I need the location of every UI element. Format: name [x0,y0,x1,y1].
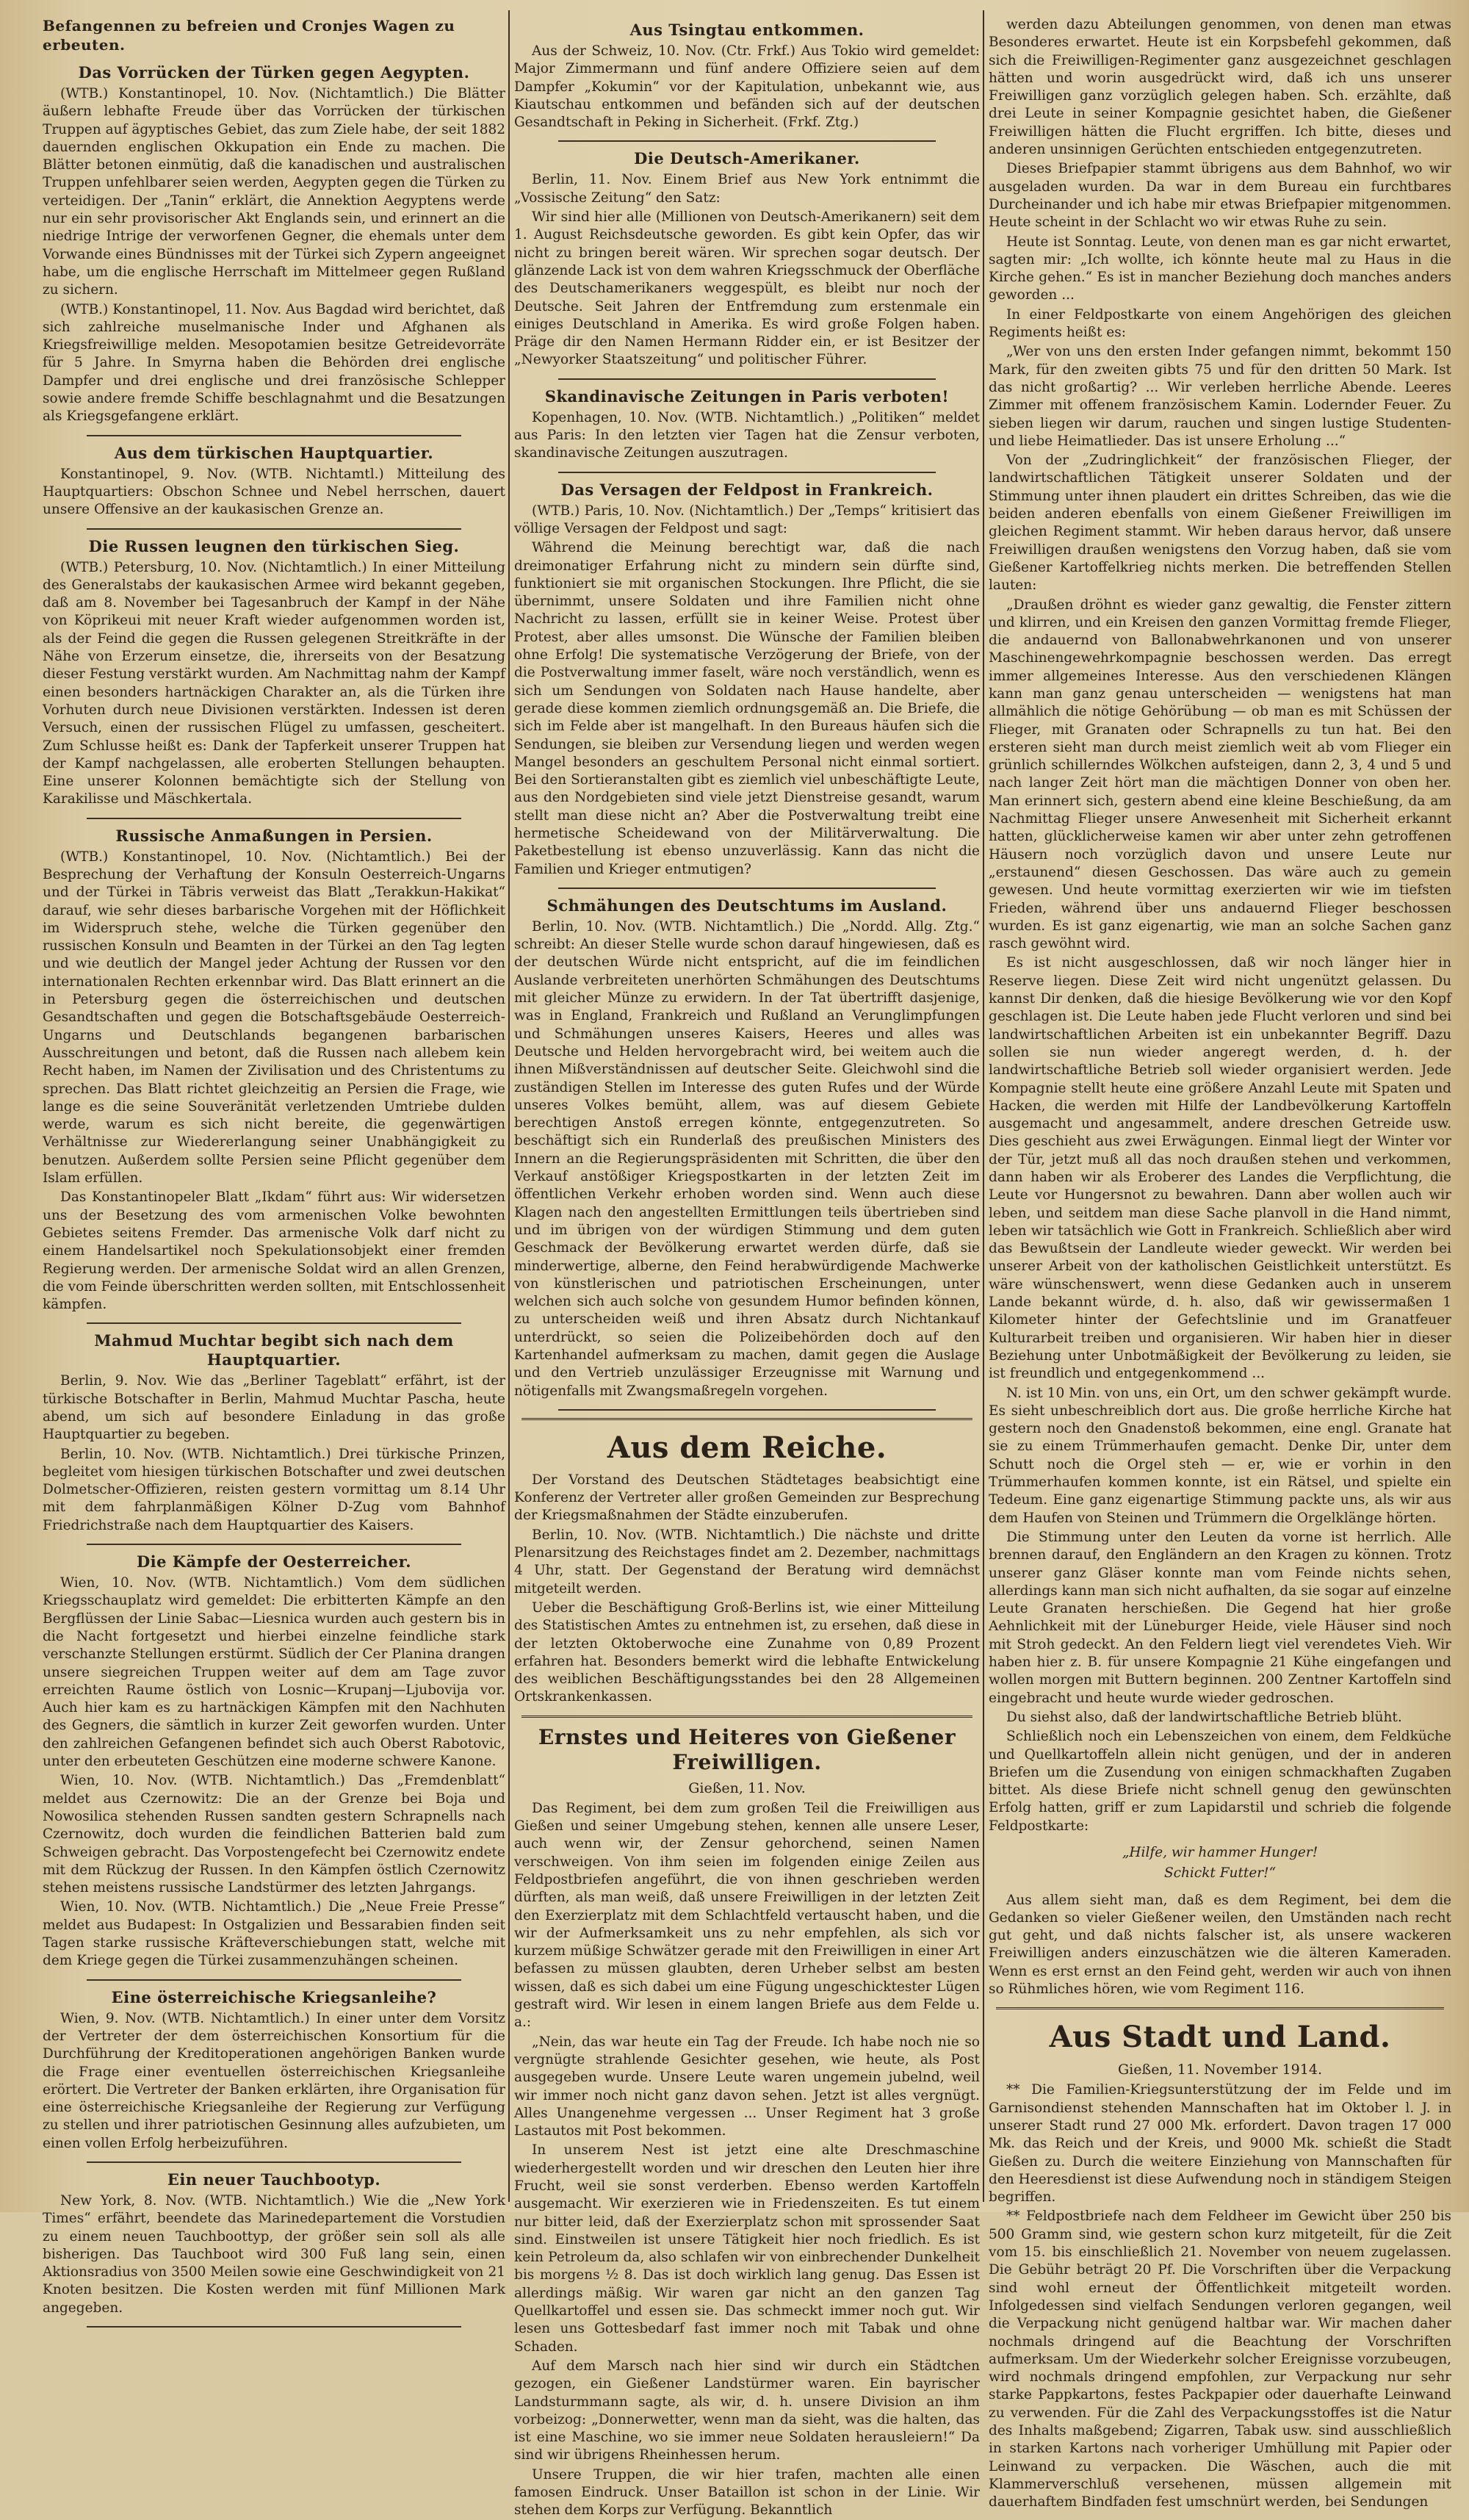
article-paragraph: Wien, 10. Nov. (WTB. Nichtamtlich.) Vom dem südlichen Kriegsschauplatz wird gemeldet: Die erbitterten Kämpfe an den Bergflüssen der Linie Sabac—Liesnica wurden auch gestern bis in die Nacht fortgesetzt und hierbei einzelne feindliche stark verschanzte Stellungen erstürmt. Südlich der Cer Planina drangen unsere siegreichen Truppen weiter auf dem am Tage zuvor erreichten Raume östlich von Losnic—Krupanj—Ljubovija vor. Auch hier kam es zu hartnäckigen Kämpfen mit den Nachhuten des Gegners, die sämtlich in kurzer Zeit geworfen wurden. Unter den zahlreichen Gefangenen befindet sich auch Oberst Rabotovic, unter den erbeuteten Geschützen eine moderne schwere Kanone. [43,1575,505,1770]
column-3 [989,16,1451,2510]
column-rule-1 [508,10,510,2202]
article-headline: Ernstes und Heiteres von Gießener Freiwilligen. [538,1724,956,1774]
article-paragraph: Wir sind hier alle (Millionen von Deutsch-Amerikanern) seit dem 1. August Reichsdeutsche geworden. Es gibt kein Opfer, das wir nicht zu bringen bereit wären. Wir sprechen sogar deutsch. Der glänzende Lack ist von dem wahren Kriegsschmuck der Oberfläche des Deutschamerikaners weggespült, es bleibt nur noch der Deutsche. Seit Jahren der Entfremdung zum erstenmale ein einiges Deutschland in Amerika. Es wird große Folgen haben. Präge dir den Namen Hermann Ridder ein, er ist Besitzer der „Newyorker Staatszeitung“ und politischer Führer. [514,209,980,368]
article [514,896,980,1400]
article-headline: Aus Tsingtau entkommen. [629,21,865,39]
article-paragraph: Das Regiment, bei dem zum großen Teil die Freiwilligen aus Gießen und seiner Umgebung stehen, kennen alle unsere Leser, auch wenn wir, der Zensur gehorchend, seinen Namen verschweigen. Von ihm seien im folgenden einige Zeilen aus Feldpostbriefen angeführt, die von ihnen geschrieben werden dürften, als man weiß, daß unsere Freiwilligen in der letzten Zeit den Exerzierplatz mit dem Schlachtfeld vertauscht haben, und die wir der Aufmerksamkeit uns zu nehr empfehlen, als sich vor kurzem müßige Schwätzer gerade mit den Freiwilligen in einer Art befassen zu müssen glaubten, deren Urheber selbst am besten wissen, daß es sich dabei um eine Fügung ungeschicktester Lügen gestraft wird. Wir lesen in einem langen Briefe aus dem Felde u. a.: [514,1800,980,2031]
article [43,16,505,54]
article-paragraph: Heute ist Sonntag. Leute, von denen man es gar nicht erwartet, sagten mir: „Ich wollte, ich könnte heute mal zu Haus in die Kirche gehen.“ Es ist in mancher Beziehung doch manches anders geworden ... [989,234,1451,303]
article-paragraph: Auf dem Marsch nach hier sind wir durch ein Städtchen gezogen, ein Gießener Landstürmer waren. Ein bayrischer Landsturmmann sagte, als wir, d. h. unsere Division an ihm vorbeizog: „Donnerwetter, wenn man da sieht, was die halten, das ist eine Maschine, wo sie immer neue Soldaten herausleiern!“ Da sind wir übrigens Rheinhessen herum. [514,2358,980,2463]
article-separator [87,818,461,819]
article-headline: Aus Stadt und Land. [1049,2020,1391,2055]
article [514,1716,980,2520]
article-paragraph: ** Feldpostbriefe nach dem Feldheer im Gewicht über 250 bis 500 Gramm sind, wie gestern schon kurz mitgeteilt, für die Zeit vom 15. bis einschließlich 21. November von neuem zugelassen. Die Gebühr beträgt 20 Pf. Die Vorschriften über die Verpackung sind wohl erneut der Öffentlichkeit mitgeteilt worden. Infolgedessen sind vielfach Sendungen verloren gegangen, weil die Verpackung nicht genügend haltbar war. Wir machen daher nochmals dringend auf die Beachtung der Vorschriften aufmerksam. Um der Wiederkehr solcher Ereignisse vorzubeugen, wird nochmals dringend empfohlen, zur Verpackung nur sehr starke Pappkartons, festes Packpapier oder dauerhafte Leinwand zu verwenden. Für die Zahl des Verpackungsstoffes ist die Natur des Inhalts maßgebend; Zigarren, Tabak usw. sind ausschließlich in starken Kartons nach vorheriger Umhüllung mit Papier oder Leinwand zu verpacken. Die Wäschen, auch die mit Klammerverschluß versehenen, müssen allgemein mit dauerhaftem Bindfaden fest umschnürt werden, bei Sendungen [989,2208,1451,2510]
article [43,444,505,519]
article [43,827,505,1314]
article-paragraph: (WTB.) Konstantinopel, 10. Nov. (Nichtamtlich.) Bei der Besprechung der Verhaftung der Konsuln Oesterreich-Ungarns und der Türkei in Täbris verweist das Blatt „Terakkun-Hakikat“ darauf, wie sehr dieses barbarische Vorgehen mit der Höflichkeit im Widerspruch stehe, welche die Türken gegenüber den russischen Konsuln und Beamten in der Türkei an den Tag legten und wie deutlich der Mangel jeder Achtung der Russen vor den internationalen Rechten erkennbar wird. Das Blatt erinnert an die in Petersburg gegen die österreichischen und deutschen Gesandtschaften und gegen die Botschaftsgebäude Oesterreich-Ungarns und Deutschlands begangenen barbarischen Ausschreitungen und betont, daß die Russen nach allebem kein Recht haben, im Namen der Zivilisation und des Christentums zu sprechen. Das Blatt richtet gleichzeitig an Persien die Frage, wie lange es die seine Souveränität verletzenden Umtriebe dulden werde, warum es sich nicht bereite, die gegenwärtigen Verhältnisse zur Wiedererlangung seiner Unabhängigkeit zu benutzen. Außerdem sollte Persien seine Pflicht gegenüber dem Islam erfüllen. [43,849,505,1187]
column-1 [43,16,505,2316]
article [989,1844,1451,1883]
article [43,1988,505,2153]
article [43,1331,505,1535]
article-paragraph: N. ist 10 Min. von uns, ein Ort, um den schwer gekämpft wurde. Es sieht unbeschreiblich dort aus. Die große herrliche Kirche hat gestern noch den Gnadenstoß bekommen, eine engl. Granate hat sie zu einem Trümmerhaufen gemacht. Denke Dir, unter dem Schutt noch die Orgel steh — er, wie er vorhin in den Trümmerhaufen kommen konnte, ist ein Rätsel, und spielte ein Tedeum. Eine ganz eigenartige Stimmung packte uns, als wir aus dem Haufen von Steinen und Trümmern die Orgelklänge hörten. [989,1385,1451,1526]
dateline: Gießen, 11. Nov. [688,1779,806,1796]
article [514,1418,980,1707]
section-separator [996,2007,1444,2009]
article-headline: Die Deutsch-Amerikaner. [634,149,860,168]
article [989,1892,1451,1999]
article-headline: Schmähungen des Deutschtums im Ausland. [546,896,948,915]
article [43,63,505,426]
article-separator [87,435,461,436]
article-headline: Die Kämpfe der Oesterreicher. [136,1552,412,1572]
article-paragraph: Unsere Truppen, die wir hier trafen, machten alle einen famosen Eindruck. Unser Bataillon ist schon in der Linie. Wir stehen dem Korps zur Verfügung. Bekanntlich [514,2466,980,2519]
article [43,1552,505,1970]
article-paragraph: Schließlich noch ein Lebenszeichen von einem, dem Feldküche und Quellkartoffeln allein nicht genügen, und der in anderen Briefen um die Zusendung von einigen schmackhaften Zugaben bittet. Als diese Briefe nicht schnell genug den gewünschten Erfolg hatten, griff er zum Lapidarstil und schrieb die folgende Feldpostkarte: [989,1729,1451,1834]
section-separator [521,1716,972,1718]
article-paragraph: Berlin, 10. Nov. (WTB. Nichtamtlich.) Die „Nordd. Allg. Ztg.“ schreibt: An dieser Stelle wurde schon darauf hingewiesen, daß es der deutschen Würde nicht entspricht, auf die im feindlichen Auslande verbreiteten unerhörten Schmähungen des Deutschtums mit gleicher Münze zu erwidern. In der Tat übertrifft dasjenige, was in England, Frankreich und Rußland an Verunglimpfungen und Schmähungen unseres Kaisers, Heeres und alles was Deutsche und Helden hervorgebracht wird, bei weitem auch die ihnen Mißverständnissen auf deutscher Seite. Gleichwohl sind die zuständigen Stellen im Interesse des guten Rufes und der Würde unseres Volkes bemüht, allem, was auf diesem Gebiete berechtigen Anstoß erregen könnte, entgegenzutreten. So beschäftigt sich ein Runderlaß des preußischen Ministers des Innern an die Regierungspräsidenten mit Schritten, die über den Verkauf anstößiger Kriegspostkarten in der letzten Zeit im öffentlichen Verkehr erhoben worden sind. Wenn auch diese Klagen nach den angestellten Ermittlungen teils übertrieben sind und im übrigen von der würdigen Stimmung und dem guten Geschmack der Bevölkerung erwartet werden dürfe, daß sie minderwertige, alberne, den Feind herabwürdigende Machwerke von künstlerischen und patriotischen Erscheinungen, unter welchen sich auch solche von gesundem Humor befinden können, zu unterscheiden weiß und ihren Absatz durch Nichtankauf unterdrückt, so seien die Polizeibehörden doch auf den Kartenhandel aufmerksam zu machen, damit gegen die Auslage und den Vertrieb unzulässiger Erzeugnisse mit Warnung und nötigenfalls mit Zwangsmaßregeln vorgehen. [514,918,980,1399]
article-paragraph: In einer Feldpostkarte von einem Angehörigen des gleichen Regiments heißt es: [989,306,1451,341]
article-separator [87,1979,461,1981]
poem-line: Schickt Futter!“ [1163,1865,1277,1882]
article-paragraph: In unserem Nest ist jetzt eine alte Dreschmaschine wiederhergestellt worden und wir dreschen den Leuten hier ihre Frucht, weil sie sonst verderben. Ebenso werden Kartoffeln ausgemacht. Wir exerzieren wie in Friedenszeiten. Es tut einem nur bitter leid, daß der Exerzierplatz schon mit sprossender Saat sind. Einstweilen ist unsere Tätigkeit hier noch friedlich. Es ist kein Petroleum da, also schlafen wir von einbrechender Dunkelheit bis morgens ½ 8. Das ist doch wirklich lang genug. Das Essen ist allerdings mäßig. Wir waren gar nicht an den ganzen Tag Quellkartoffel und essen sie. Das schmeckt immer noch gut. Wir lesen uns Gottesbedarf fast immer noch mit Tabak und ohne Schaden. [514,2142,980,2355]
article-paragraph: Wien, 10. Nov. (WTB. Nichtamtlich.) Das „Fremdenblatt“ meldet aus Czernowitz: Die an der Grenze bei Boja und Nowosilica stehenden Russen sandten gestern Schrapnells nach Czernowitz, doch wurden die feindlichen Batterien bald zum Schweigen gebracht. Das Vorpostengefecht bei Czernowitz endete mit dem Rückzug der Russen. In den Kämpfen östlich Czernowitz stehen meistens russische Landstürmer des letzten Jahrgangs. [43,1773,505,1896]
article-paragraph: ** Die Familien-Kriegsunterstützung der im Felde und im Garnisondienst stehenden Mannschaften hat im Oktober l. J. in unserer Stadt rund 27 000 Mk. erfordert. Davon tragen 17 000 Mk. das Reich und der Kreis, und 9000 Mk. schießt die Stadt Gießen zu. Durch die weitere Einziehung von Mannschaften für den Heeresdienst ist diese Aufwendung noch in ständigem Steigen begriffen. [989,2082,1451,2206]
article-paragraph: (WTB.) Petersburg, 10. Nov. (Nichtamtlich.) In einer Mitteilung des Generalstabs der kaukasischen Armee wird bekannt gegeben, daß am 8. November bei Tagesanbruch der Kampf in der Nähe von Köprikeui mit neuer Kraft wieder aufgenommen worden ist, als der Feind die gegen die Russen gelegenen Streitkräfte in der Nähe von Erzerum einsetze, die, ihrerseits von der Besatzung dieser Festung verstärkt wurden. Am Nachmittag nahm der Kampf einen besonders hartnäckigen Charakter an, als die Türken ihre Vorhuten durch neue Divisionen verstärkten. Indessen ist deren Versuch, einen der russischen Flügel zu umfassen, gescheitert. Zum Schlusse heißt es: Dank der Tapferkeit unserer Truppen hat der Kampf nachgelassen, alle eroberten Stellungen behaupten. Eine unserer Kolonnen bemächtigte sich der Stellung von Karakilisse und Mäschkertala. [43,559,505,807]
article-paragraph: Kopenhagen, 10. Nov. (WTB. Nichtamtlich.) „Politiken“ meldet aus Paris: In den letzten vier Tagen hat die Zensur verboten, skandinavische Zeitungen auszutragen. [514,409,980,461]
article-headline: Russische Anmaßungen in Persien. [115,826,433,845]
article-headline: Das Vorrücken der Türken gegen Aegypten. [78,63,470,82]
article-paragraph: Berlin, 10. Nov. (WTB. Nichtamtlich.) Die nächste und dritte Plenarsitzung des Reichstages findet am 2. Dezember, nachmittags 4 Uhr, statt. Der Gegenstand der Beratung wird demnächst mitgeteilt werden. [514,1527,980,1596]
article-headline: Befangennen zu befreien und Cronjes Wagen zu erbeuten. [43,17,455,54]
article-paragraph: Wien, 9. Nov. (WTB. Nichtamtlich.) In einer unter dem Vorsitz der Vertreter der dem österreichischen Konsortium für die Durchführung der Kreditoperationen angehörigen Banken wurde die Frage einer eventuellen österreichischen Kriegsanleihe erörtert. Die Vertreter der Banken erklärten, ihre Organisation für eine österreichische Kriegsanleihe der Regierung zur Verfügung zu stellen und ihrer patriotischen Gesinnung alles aufzubieten, um einen vollen Erfolg herbeizuführen. [43,2010,505,2151]
article-headline: Aus dem türkischen Hauptquartier. [114,443,434,462]
article-paragraph: Konstantinopel, 9. Nov. (WTB. Nichtamtl.) Mitteilung des Hauptquartiers: Obschon Schnee und Nebel herrschen, dauert unsere Offensive an der kaukasischen Grenze an. [43,466,505,518]
article-paragraph: Dieses Briefpapier stammt übrigens aus dem Bahnhof, wo wir ausgeladen wurden. Da war in dem Bureau ein furchtbares Durcheinander und ich habe mir etwas Briefpapier mitgenommen. Heute scheint in der Schlacht wo wir etwas Ruhe zu sein. [989,161,1451,231]
article-paragraph: Die Stimmung unter den Leuten da vorne ist herrlich. Alle brennen darauf, den Engländern an den Kragen zu können. Trotz unserer ganz Gläser konnte man vom Feinde nichts sehen, allerdings kann man sich nicht aufhalten, da sie sogar auf einzelne Leute Granaten herschießen. Die Gegend hat hier große Aehnlichkeit mit der Lüneburger Heide, viele Häuser sind noch mit Stroh gedeckt. An den Feldern liegt viel verendetes Vieh. Wir haben hier z. B. für unsere Kompagnie 21 Kühe eingefangen und wollen morgen mit Buttern beginnen. 200 Zentner Kartoffeln sind eingebracht und heute wurde wieder gedroschen. [989,1529,1451,1706]
article [989,16,1451,1835]
article-separator [558,140,936,142]
article-separator [87,2161,461,2163]
article-headline: Aus dem Reiche. [607,1430,887,1465]
article-separator [87,528,461,530]
dateline: Gießen, 11. November 1914. [1118,2062,1322,2078]
article-paragraph: Es ist nicht ausgeschlossen, daß wir noch länger hier in Reserve liegen. Diese Zeit wird nicht ungenützt gelassen. Du kannst Dir denken, daß die hiesige Bevölkerung wie vor den Kopf geschlagen ist. Die Leute haben jede Flucht verloren und sind bei landwirtschaftlichen Arbeiten ist ein unbekannter Begriff. Dazu sollen sie nun wieder angeregt werden, d. h. der landwirtschaftliche Betrieb soll wieder organisiert werden. Jede Kompagnie stellt heute eine größere Anzahl Leute mit Spaten und Hacken, die werden mit Hilfe der Landbevölkerung Kartoffeln ausgemacht und angesammelt, andere dreschen Getreide usw. Dies geschieht aus zwei Erwägungen. Einmal liegt der Winter vor der Tür, jetzt muß all das noch draußen stehen und verkommen, dann haben wir als Eroberer des Landes die Verpflichtung, die Leute vor Hungersnot zu bewahren. Dann aber wollen auch wir leben, und seitdem man diese Sache planvoll in die Hand nimmt, leben wir tatsächlich wie Gott in Frankreich. Schließlich aber wird das Bewußtsein der Landleute wieder geweckt. Wir werden bei unserer Arbeit von der katholischen Geistlichkeit unterstützt. Es wäre wünschenswert, wenn diese Gedanken auch in unserem Lande bekannt würde, d. h. also, daß wir gewissermaßen 1 Kilometer hinter der Gefechtslinie und im Granatfeuer Kulturarbeit treiben und organisieren. Wir haben hier in dieser Beziehung unter Unbotmäßigkeit der Bevölkerung zu leiden, sie ist freundlich und entgegenkommend ... [989,955,1451,1382]
article-paragraph: Berlin, 10. Nov. (WTB. Nichtamtlich.) Drei türkische Prinzen, begleitet vom hiesigen türkischen Botschafter und zwei deutschen Dolmetscher-Offizieren, reisten gestern vormittag um 8.14 Uhr mit dem fahrplanmäßigen Kölner D-Zug vom Bahnhof Friedrichstraße nach dem Hauptquartier des Kaisers. [43,1446,505,1533]
article-paragraph: Aus der Schweiz, 10. Nov. (Ctr. Frkf.) Aus Tokio wird gemeldet: Major Zimmermann und fünf andere Offiziere seien auf dem Dampfer „Kokumin“ vor der Kapitulation, unbekannt wie, aus Kiautschau entkommen und befänden sich auf der deutschen Gesandtschaft in Peking in Sicherheit. (Frkf. Ztg.) [514,43,980,131]
article-paragraph: Du siehst also, daß der landwirtschaftliche Betrieb blüht. [1006,1709,1402,1725]
article [514,149,980,369]
article-headline: Die Russen leugnen den türkischen Sieg. [88,536,460,555]
column-2 [514,16,980,2519]
article-separator [87,2326,461,2328]
article-headline: Das Versagen der Feldpost in Frankreich. [560,480,934,499]
article-paragraph: „Nein, das war heute ein Tag der Freude. Ich habe noch nie so vergnügte strahlende Gesichter gesehen, wie heute, als Post ausgegeben wurde. Unsere Leute waren ungemein jubelnd, weil wir immer noch nicht ganz davon sehen. Jetzt ist alles vergnügt. Alles Unangenehme vergessen ... Unser Regiment hat 3 große Lastautos mit Post bekommen. [514,2034,980,2139]
article-paragraph: New York, 8. Nov. (WTB. Nichtamtlich.) Wie die „New York Times“ erfährt, beendete das Marinedepartement die Vorstudien zu einem neuen Tauchboottyp, der größer sein soll als alle bisherigen. Das Tauchboot wird 300 Fuß lang sein, einen Aktionsradius von 3500 Meilen sowie eine Geschwindigkeit von 21 Knoten besitzen. Die Kosten werden mit fünf Millionen Mark angegeben. [43,2192,505,2316]
article-headline: Eine österreichische Kriegsanleihe? [111,1987,437,2006]
article-paragraph: Von der „Zudringlichkeit“ der französischen Flieger, der landwirtschaftlichen Tätigkeit unserer Soldaten und der Stimmung unter ihnen plaudert ein drittes Schreiben, das wie die beiden anderen ebenfalls von einem Gießener Freiwilligen im gleichen Regiment stammt. Wir heben daraus hervor, daß unsere Freiwilligen draußen wenigstens den Vorzug haben, daß sie vom Gießener Kartoffelkrieg nichts merken. Die betreffenden Stellen lauten: [989,453,1451,594]
article [43,2170,505,2317]
article-headline: Ein neuer Tauchbootyp. [167,2170,381,2189]
section-separator [521,1418,972,1420]
article-headline: Mahmud Muchtar begibt sich nach dem Hauptquartier. [94,1331,454,1369]
article-paragraph: Ueber die Beschäftigung Groß-Berlins ist, wie einer Mitteilung des Statistischen Amtes zu entnehmen ist, zu ersehen, daß diese in der letzten Oktoberwoche eine Zunahme von 0,89 Prozent erfahren hat. Besonders bemerkt wird die lebhafte Entwickelung des weiblichen Beschäftigungsstandes bei den 28 Allgemeinen Ortskrankenkassen. [514,1599,980,1705]
poem-line: „Hilfe, wir hammer Hunger! [1122,1844,1318,1860]
article [989,2007,1451,2511]
column-rule-2 [983,10,984,2202]
article-paragraph: (WTB.) Konstantinopel, 11. Nov. Aus Bagdad wird berichtet, daß sich zahlreiche muselmanische Inder und Afghanen als Kriegsfreiwillige melden. Mesopotamien besitze Getreidevorräte für 5 Jahre. In Smyrna haben die Behörden drei englische Dampfer und drei englische und drei französische Schlepper sowie andere fremde Schiffe beschlagnahmt und die Besatzungen als Kriegsgefangene erklärt. [43,301,505,425]
article-paragraph: Aus allem sieht man, daß es dem Regiment, bei dem die Gedanken so vieler Gießener weilen, den Umständen nach recht gut geht, und daß nichts falscher ist, als unsere wackeren Freiwilligen anders einzuschätzen wie die älteren Kameraden. Wenn es erst ernst an den Feind geht, werden wir auch von ihnen so Rühmliches hören, wie vom Regiment 116. [989,1892,1451,1998]
article-separator [558,472,936,473]
article-paragraph: Der Vorstand des Deutschen Städtetages beabsichtigt eine Konferenz der Vertreter aller großen Gemeinden zur Besprechung der Kriegsmaßnahmen der Städte einzuberufen. [514,1472,980,1524]
article-separator [558,1409,936,1411]
article-separator [87,1544,461,1545]
article-paragraph: „Wer von uns den ersten Inder gefangen nimmt, bekommt 150 Mark, für den zweiten gibts 75 und für den dritten 50 Mark. Ist das nicht großartig? ... Wir verleben herrliche Abende. Leeres Zimmer mit offenem französischem Kamin. Lodernder Feuer. Zu sieben liegen wir darum, rauchen und singen lustige Studenten- und liebe Heimatlieder. Das ist unsere Erholung ...“ [989,344,1451,449]
article-paragraph: (WTB.) Konstantinopel, 10. Nov. (Nichtamtlich.) Die Blätter äußern lebhafte Freude über das Vorrücken der türkischen Truppen auf ägyptisches Gebiet, das zum Ziele habe, der seit 1882 dauernden englischen Okkupation ein Ende zu machen. Die Blätter betonen einmütig, daß die kanadischen und australischen Truppen unfehlbarer seien werden, Aegypten gegen die Türken zu verteidigen. Der „Tanin“ erklärt, die Annektion Aegyptens werde nur ein sehr provisorischer Akt Englands sein, und erinnert an die niedrige Intrige der verworfenen Gegner, die ehemals unter dem Vorwande eines Bündnisses mit der Türkei sich Zypern angeeignet habe, um die englische Herrschaft im Mittelmeer gegen Rußland zu sichern. [43,86,505,298]
article [43,537,505,809]
article-paragraph: Das Konstantinopeler Blatt „Ikdam“ führt aus: Wir widersetzen uns der Besetzung des vom armenischen Volke bewohnten Gebietes seitens Fremder. Das armenische Volk darf nicht zu einem Handelsartikel noch Spekulationsobjekt einer fremden Regierung werden. Der armenische Soldat wird an allen Grenzen, die vom Feinde überschritten werden sollten, mit Entschlossenheit kämpfen. [43,1189,505,1313]
article-separator [558,888,936,889]
article-paragraph: Während die Meinung berechtigt war, daß die nach dreimonatiger Erfahrung nicht zu mindern sein dürfte sind, funktioniert sie mit organischen Stockungen. Ihre Pflicht, die sie übernimmt, unsere Soldaten und ihre Familien nicht ohne Nachricht zu lassen, erfüllt sie in keiner Weise. Protest über Protest, aber alles umsonst. Die Wünsche der Familien bleiben ohne Erfolg! Die systematische Verzögerung der Briefe, von der die Postverwaltung immer faselt, wäre noch verständlich, wenn es sich um Sendungen von Soldaten nach Hause handelte, aber gerade diese kommen ziemlich ordnungsgemäß an. Die Briefe, die sich im Felde aber ist mangelhaft. In den Bureaus häufen sich die Sendungen, sie bleiben zur Versendung liegen und werden wegen Mangel besonders an geschultem Personal nicht einmal sortiert. Bei den Sortieranstalten gibt es ziemlich viel unbeschäftigte Leute, aus den Nordgebieten sind viele jetzt Dienstreise gesandt, warum stellt man diese nicht an? Aber die Postverwaltung treibt eine hermetische Scheidewand von der Militärverwaltung. Die Paketbestellung ist ebenso unzuverlässig. Kann das nicht die Familien und Krieger entmutigen? [514,540,980,877]
article-paragraph: werden dazu Abteilungen genommen, von denen man etwas Besonderes erwartet. Heute ist ein Korpsbefehl gekommen, daß sich die Freiwilligen-Regimenter ganz ausgezeichnet geschlagen hätten und worin ausgedrückt wird, daß ich uns unserer Freiwilligen ganz vorzüglich gelegen haben. Sch. erzählte, daß drei Leute in seiner Kompagnie gesichtet haben, die Gießener Freiwilligen hätten die Flucht ergriffen. Ich bitte, dieses und anderen unsinnigen Gerüchten entschieden entgegenzutreten. [989,17,1451,158]
article [514,387,980,463]
article-paragraph: Berlin, 11. Nov. Einem Brief aus New York entnimmt die „Vossische Zeitung“ den Satz: [514,172,980,206]
article [514,21,980,132]
article-separator [87,1322,461,1324]
article-headline: Skandinavische Zeitungen in Paris verboten! [544,386,950,406]
article-paragraph: „Draußen dröhnt es wieder ganz gewaltig, die Fenster zittern und klirren, und ein Kreisen den ganzen Vormittag fremde Flieger, die andauernd von Ballonabwehrkanonen und von unserer Maschinengewehrkompagnie beschossen werden. Das erregt immer allgemeines Interesse. Aus den verschiedenen Klängen kann man ganz genau unterscheiden — wenigstens hat man allmählich die nötige Gehörübung — ob man es mit Schüssen der Flieger, mit Granaten oder Schrapnells zu tun hat. Bei den ersteren sieht man durch meist ziemlich weit ab vom Flieger ein grünlich schillerndes Wölkchen aufsteigen, dann 2, 3, 4 und 5 und nach langer Zeit hört man die mächtigen Donner von oben her. Man erinnert sich, gestern abend eine kleine Beschießung, da am Nachmittag Flieger unsere Anwesenheit mit Sicherheit erkannt hatten, glücklicherweise kamen wir aber unter zehn getroffenen Häusern noch vorzüglich davon und unsere Leute nur „erstaunend“ diesen Geschossen. Das wäre auch zu gemein gewesen. Und heute vormittag exerzierten wir wie im tiefsten Frieden, während über uns andauernd Flieger beschossen wurden. Es ist ganz eigenartig, wie man an solche Sachen ganz rasch gewöhnt wird. [989,597,1451,952]
article-paragraph: Wien, 10. Nov. (WTB. Nichtamtlich.) Die „Neue Freie Presse“ meldet aus Budapest: In Ostgalizien und Bessarabien finden seit Tagen starke russische Kräfteverschiebungen statt, welche mit dem Kriege gegen die Türkei zusammenzuhängen scheinen. [43,1899,505,1969]
article-separator [558,378,936,380]
article-paragraph: Berlin, 9. Nov. Wie das „Berliner Tageblatt“ erfährt, ist der türkische Botschafter in Berlin, Mahmud Muchtar Pascha, heute abend, um sich auf besondere Einladung in das große Hauptquartier zu begeben. [43,1373,505,1443]
article-paragraph: (WTB.) Paris, 10. Nov. (Nichtamtlich.) Der „Temps“ kritisiert das völlige Versagen der Feldpost und sagt: [514,503,980,536]
article [514,480,980,879]
